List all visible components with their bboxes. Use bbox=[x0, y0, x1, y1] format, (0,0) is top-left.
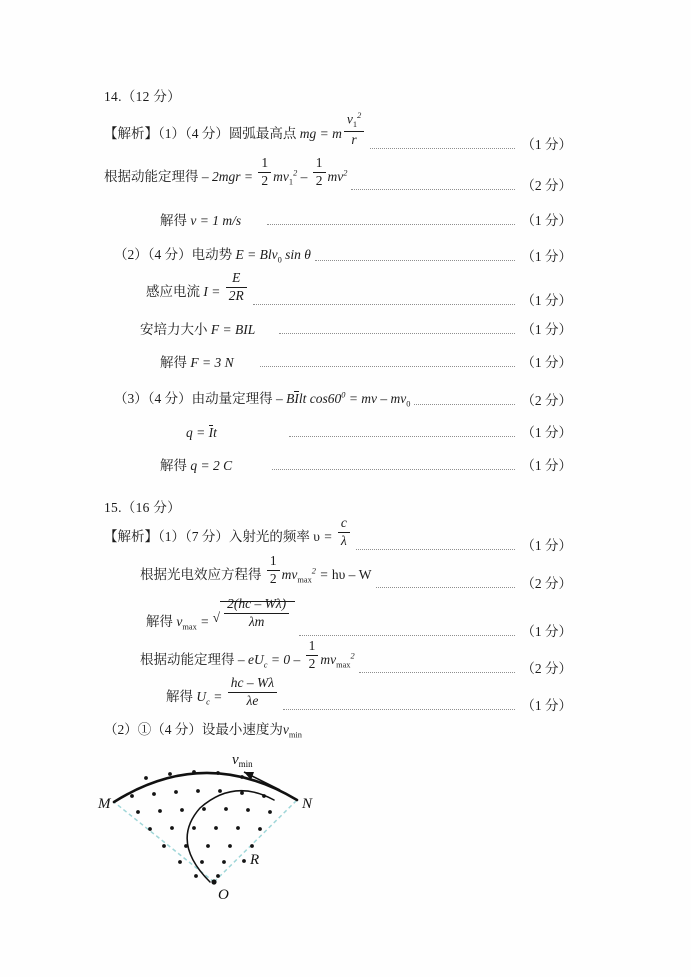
answer-line-15-1 bbox=[104, 515, 572, 554]
line-label-14-F3: 解得 F = 3 N bbox=[160, 355, 234, 370]
line-label-14-F: 安培力大小 F = BIL bbox=[140, 322, 256, 337]
answer-line-14-v bbox=[160, 209, 572, 229]
line-label-15-vmax: 解得 $v_{max}$ = √ $\frac{2(hc - W\lambda)}{\lambda m}$ bbox=[146, 606, 295, 640]
line-label-14-1: 【解析】（1）（4 分）圆弧最高点 mg = m $\frac{v_1^2}{r}$ bbox=[104, 117, 366, 153]
problem-15-heading: 15.（16 分） bbox=[104, 500, 181, 515]
sector-field-svg bbox=[92, 742, 322, 912]
answer-line-14-q bbox=[186, 421, 572, 441]
formula-14-F: F = BIL bbox=[210, 322, 256, 337]
points-14-2: （1 分） bbox=[521, 248, 572, 264]
line-label-14-3: （3）（4 分）由动量定理得 – BIlt $\cos 60^0$ = mv – $mv_0$ bbox=[114, 390, 411, 409]
answer-line-15-2 bbox=[104, 718, 424, 740]
points-14-v: （1 分） bbox=[521, 213, 572, 228]
leader-dots bbox=[351, 188, 515, 190]
line-label-14-I: 感应电流 I = $\frac{E}{2R}$ bbox=[146, 277, 249, 309]
leader-dots bbox=[279, 332, 515, 334]
formula-14-q: q = It bbox=[186, 425, 217, 440]
leader-dots bbox=[260, 365, 516, 367]
answer-line-14-q2 bbox=[160, 454, 572, 474]
answer-line-15-Uc bbox=[166, 675, 572, 714]
points-14-q: （1 分） bbox=[521, 425, 572, 440]
vmin-arrow bbox=[244, 772, 280, 790]
leader-dots bbox=[370, 147, 515, 149]
answer-line-14-3 bbox=[114, 387, 572, 409]
leader-dots bbox=[253, 303, 516, 305]
problem-14-heading: 14.（12 分） bbox=[104, 89, 181, 104]
label-N: N bbox=[302, 796, 313, 812]
answer-line-14-2 bbox=[114, 243, 572, 265]
line-label-14-q bbox=[186, 425, 217, 441]
formula-14-F3: F = 3 N bbox=[190, 355, 234, 370]
line-label-14-ke: 根据动能定理得 – 2mgr = $\frac{1}{2}$ $mv_1^2$ – $\frac{1}{2}$ $mv^2$ bbox=[104, 155, 348, 188]
points-15-vmax: （1 分） bbox=[521, 624, 572, 640]
answer-line-14-1 bbox=[104, 111, 572, 153]
sector-field-figure bbox=[92, 742, 322, 912]
formula-14-emf: E = Blv$_0$ sin θ bbox=[235, 247, 311, 265]
formula-14-q2: q = 2 C bbox=[190, 458, 233, 473]
points-15-1: （1 分） bbox=[521, 538, 572, 554]
points-14-1: （1 分） bbox=[521, 136, 572, 152]
formula-14-v: v = 1 m/s bbox=[190, 213, 242, 228]
points-15-pe: （2 分） bbox=[521, 576, 572, 592]
formula-15-pe: $\frac{1}{2}$ $mv_{max}^2 = h\upsilon - W$ bbox=[265, 567, 372, 582]
formula-15-Uc: $U_c$ = $\frac{hc - W\lambda}{\lambda e}$ bbox=[196, 689, 279, 704]
points-15-ke: （2 分） bbox=[521, 661, 572, 677]
leader-dots bbox=[272, 468, 515, 470]
formula-15-vmax: $v_{max}$ = √ $\frac{2(hc - W\lambda)}{\lambda m}$ bbox=[176, 614, 295, 629]
label-R: R bbox=[250, 852, 260, 868]
line-label-15-ke: 根据动能定理得 – $eU_c = 0$ – $\frac{1}{2}$ $mv_{max}^2$ bbox=[140, 638, 355, 671]
answer-line-14-F3 bbox=[160, 351, 572, 371]
points-14-3: （2 分） bbox=[521, 392, 572, 408]
line-label-15-pe: 根据光电效应方程得 $\frac{1}{2}$ $mv_{max}^2 = h\upsilon - W$ bbox=[140, 553, 372, 586]
formula-14-1: mg = m $\frac{v_1^2}{r}$ bbox=[300, 126, 367, 141]
line-label-15-1: 【解析】（1）（7 分）入射光的频率 υ = $\frac{c}{\lambda}$ bbox=[104, 522, 352, 554]
radius-ON-dashed bbox=[214, 800, 297, 882]
line-label-14-q2: 解得 q = 2 C bbox=[160, 458, 233, 473]
line-label-15-Uc: 解得 $U_c$ = $\frac{hc - W\lambda}{\lambda e}$ bbox=[166, 682, 279, 714]
answer-line-14-I bbox=[146, 270, 572, 309]
leader-dots bbox=[267, 223, 515, 225]
leader-dots bbox=[283, 708, 515, 710]
vertex-point-O bbox=[211, 879, 216, 884]
answer-line-15-ke bbox=[140, 638, 572, 677]
formula-14-momentum: – BIlt $\cos 60^0$ = mv – $mv_0$ bbox=[276, 390, 411, 409]
points-14-I: （1 分） bbox=[521, 293, 572, 309]
symbol-vmin: $v_{min}$ bbox=[282, 722, 302, 740]
points-14-F3: （1 分） bbox=[521, 355, 572, 370]
points-14-ke: （2 分） bbox=[521, 178, 572, 194]
leader-dots bbox=[359, 671, 516, 673]
formula-14-I: I = $\frac{E}{2R}$ bbox=[203, 284, 248, 299]
line-label-14-2: （2）（4 分）电动势 E = Blv$_0$ sin θ bbox=[114, 247, 311, 265]
label-vmin: $v_{min}$ bbox=[232, 752, 253, 769]
leader-dots bbox=[376, 586, 516, 588]
points-14-q2: （1 分） bbox=[521, 458, 572, 473]
answer-line-15-vmax bbox=[146, 596, 572, 640]
points-15-Uc: （1 分） bbox=[521, 698, 572, 714]
leader-dots bbox=[414, 403, 515, 405]
label-O: O bbox=[218, 887, 229, 903]
formula-15-freq: υ = $\frac{c}{\lambda}$ bbox=[313, 529, 352, 544]
formula-15-ke: – $eU_c = 0$ – $\frac{1}{2}$ $mv_{max}^2$ bbox=[237, 638, 355, 671]
leader-dots bbox=[315, 259, 515, 261]
label-M: M bbox=[98, 796, 111, 812]
line-label-14-v: 解得 v = 1 m/s bbox=[160, 213, 242, 228]
answer-line-14-F bbox=[140, 318, 572, 338]
leader-dots bbox=[289, 435, 515, 437]
leader-dots bbox=[356, 548, 516, 550]
answer-line-15-pe bbox=[140, 553, 572, 592]
answer-line-14-ke bbox=[104, 155, 572, 194]
leader-dots bbox=[299, 634, 515, 636]
points-14-F: （1 分） bbox=[521, 322, 572, 337]
formula-14-ke: – 2mgr = $\frac{1}{2}$ $mv_1^2$ – $\frac{1}{2}$ $mv^2$ bbox=[201, 155, 348, 188]
line-label-15-2: （2）①（4 分）设最小速度为$v_{min}$ bbox=[104, 722, 302, 740]
